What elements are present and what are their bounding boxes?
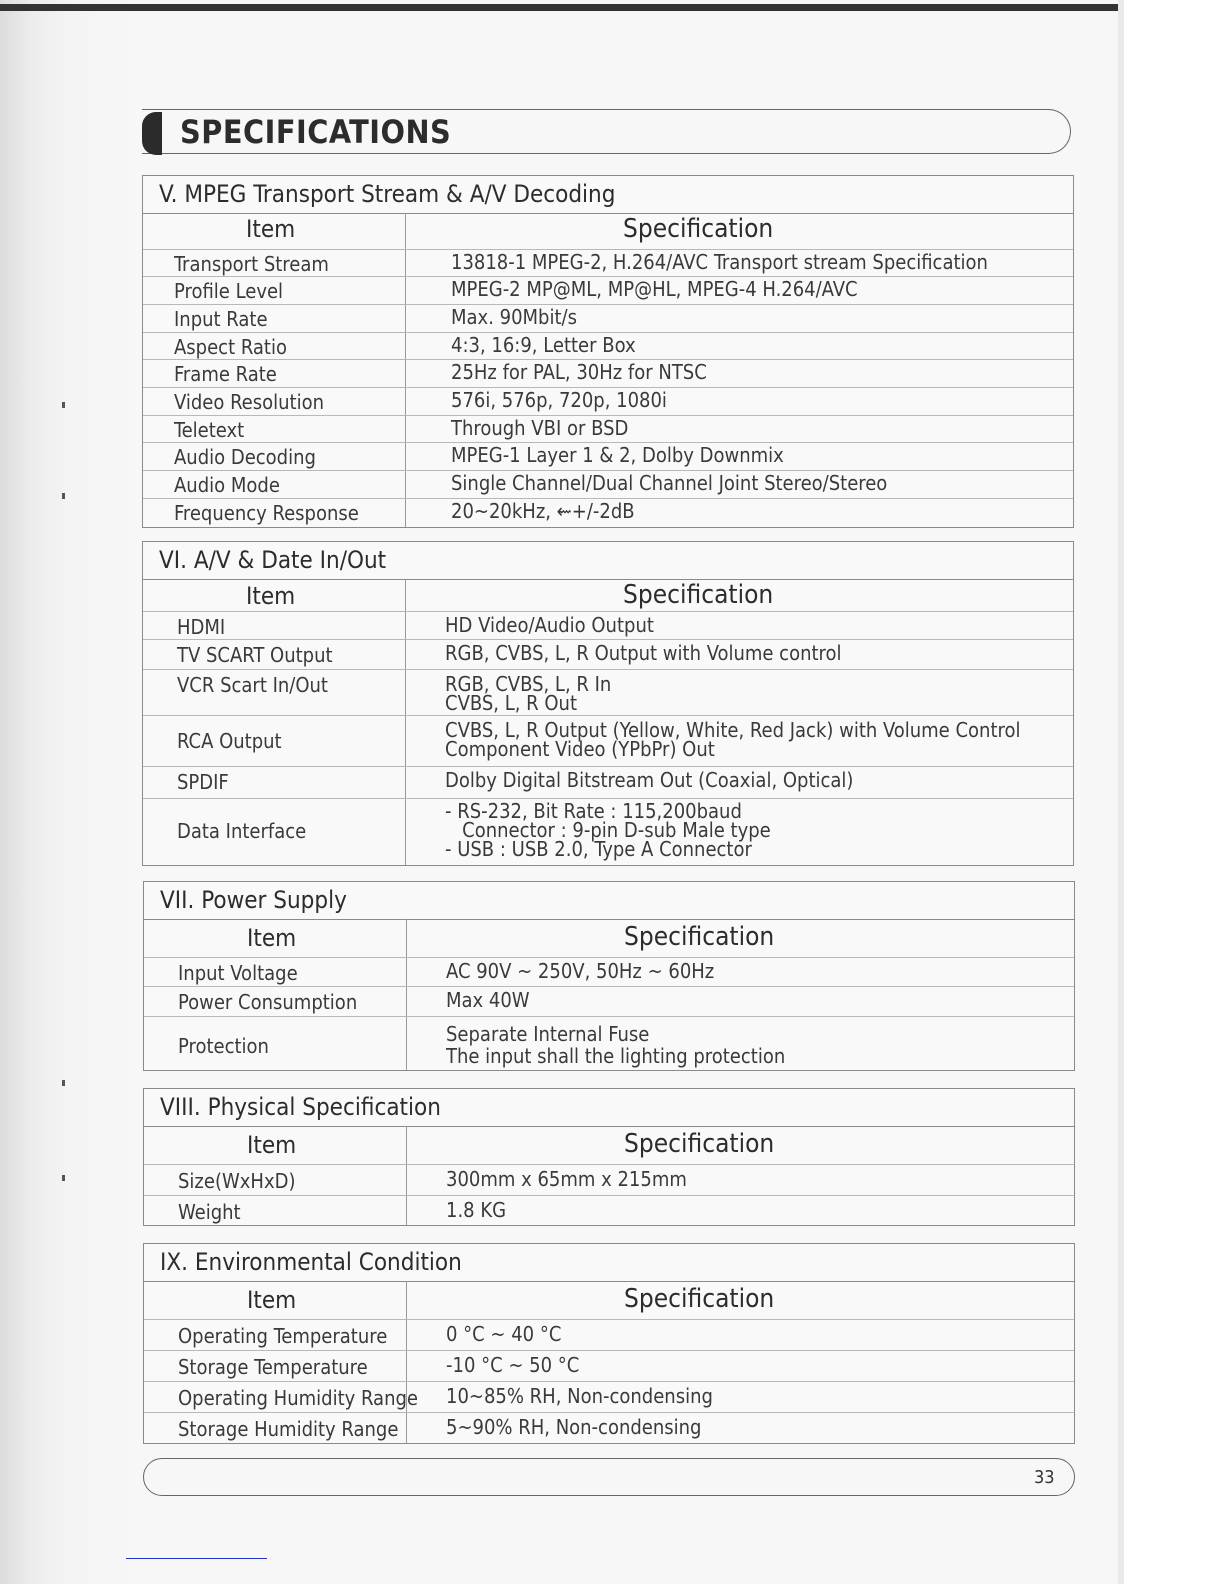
table-row [143, 715, 1073, 767]
spec-cell: Separate Internal Fuse The input shall the lighting protection [446, 1022, 786, 1068]
table-row [143, 442, 1073, 471]
column-header-specification: Specification [624, 922, 775, 952]
margin-mark [62, 493, 65, 499]
spec-cell: - RS-232, Bit Rate : 115,200baud Connector : 9-pin D-sub Male type - USB : USB 2.0, Type A Connector [445, 799, 771, 861]
item-cell: Size(WxHxD) [178, 1169, 296, 1193]
spec-cell: 13818-1 MPEG-2, H.264/AVC Transport stream Specification [451, 250, 988, 274]
item-cell: Frame Rate [174, 362, 277, 386]
table-row [144, 1319, 1074, 1351]
item-cell: Operating Temperature [178, 1324, 388, 1348]
column-header-item: Item [246, 215, 296, 243]
table-row [143, 470, 1073, 499]
top-border [0, 4, 1124, 11]
column-header-item: Item [246, 582, 296, 610]
table-row [143, 669, 1073, 716]
table-row [144, 1350, 1074, 1382]
table-row [143, 498, 1073, 528]
item-cell: Input Voltage [178, 961, 298, 985]
title-cap-decoration [142, 112, 162, 155]
column-header-specification: Specification [623, 214, 774, 244]
section-av-in-out [142, 541, 1074, 866]
spec-cell: Dolby Digital Bitstream Out (Coaxial, Optical) [445, 768, 854, 792]
column-header-specification: Specification [624, 1129, 775, 1159]
margin-mark [62, 1080, 65, 1086]
table-row [144, 1381, 1074, 1413]
section-heading: VIII. Physical Specification [160, 1093, 441, 1121]
spec-cell: 1.8 KG [446, 1198, 507, 1222]
spec-cell: 4:3, 16:9, Letter Box [451, 333, 636, 357]
table-row [143, 415, 1073, 443]
table-row [143, 639, 1073, 670]
section-physical-specification [143, 1088, 1075, 1226]
spec-cell: CVBS, L, R Output (Yellow, White, Red Jack) with Volume Control Component Video (YPbPr) Out [445, 718, 1021, 761]
item-cell: Aspect Ratio [174, 335, 287, 359]
section-heading: IX. Environmental Condition [160, 1248, 462, 1276]
item-cell: Input Rate [174, 307, 268, 331]
item-cell: Operating Humidity Range [178, 1386, 418, 1410]
table-row [144, 1195, 1074, 1226]
section-heading: VII. Power Supply [160, 886, 347, 914]
spec-cell: Max. 90Mbit/s [451, 305, 577, 329]
table-row [144, 1164, 1074, 1196]
section-heading: VI. A/V & Date In/Out [159, 546, 387, 574]
table-row [143, 359, 1073, 388]
spec-cell: MPEG-2 MP@ML, MP@HL, MPEG-4 H.264/AVC [451, 277, 858, 301]
item-cell: Storage Humidity Range [178, 1417, 399, 1441]
footer-frame [143, 1458, 1075, 1496]
table-row [144, 957, 1074, 987]
header-row [144, 919, 1074, 958]
table-row [143, 332, 1073, 360]
table-row [143, 766, 1073, 799]
item-cell: Transport Stream [174, 252, 329, 276]
margin-mark [62, 1175, 65, 1181]
item-cell: Weight [178, 1200, 241, 1224]
spec-cell: 5~90% RH, Non-condensing [446, 1415, 702, 1439]
margin-mark [62, 402, 65, 408]
item-cell: Power Consumption [178, 990, 358, 1014]
section-heading: V. MPEG Transport Stream & A/V Decoding [159, 180, 616, 208]
page-title: SPECIFICATIONS [180, 113, 452, 151]
item-cell: Audio Decoding [174, 445, 316, 469]
spec-cell: AC 90V ~ 250V, 50Hz ~ 60Hz [446, 959, 715, 983]
spec-cell: HD Video/Audio Output [445, 613, 654, 637]
table-row [144, 986, 1074, 1017]
item-cell: RCA Output [177, 729, 282, 753]
bottom-rule [126, 1558, 267, 1559]
table-row [143, 798, 1073, 866]
item-cell: Storage Temperature [178, 1355, 368, 1379]
column-header-item: Item [247, 1286, 297, 1314]
table-row [144, 1016, 1074, 1071]
page-edge [1118, 0, 1124, 1584]
spec-cell: RGB, CVBS, L, R Output with Volume control [445, 641, 842, 665]
spec-cell: 25Hz for PAL, 30Hz for NTSC [451, 360, 707, 384]
column-header-specification: Specification [624, 1284, 775, 1314]
table-row [143, 276, 1073, 305]
spec-cell: Single Channel/Dual Channel Joint Stereo/Stereo [451, 471, 888, 495]
page-number: 33 [1034, 1467, 1055, 1488]
section-mpeg-decoding [142, 175, 1074, 528]
column-header-item: Item [247, 924, 297, 952]
item-cell: Audio Mode [174, 473, 280, 497]
header-row [144, 1126, 1074, 1165]
table-row [143, 304, 1073, 333]
section-power-supply [143, 881, 1075, 1071]
spec-cell: 300mm x 65mm x 215mm [446, 1167, 687, 1191]
spec-cell: -10 °C ~ 50 °C [446, 1353, 580, 1377]
item-cell: Data Interface [177, 819, 307, 843]
item-cell: Profile Level [174, 279, 284, 303]
item-cell: TV SCART Output [177, 643, 333, 667]
item-cell: Video Resolution [174, 390, 325, 414]
spec-cell: 20~20kHz, ⇜+/-2dB [451, 499, 635, 523]
item-cell: SPDIF [177, 770, 229, 794]
table-row [144, 1412, 1074, 1444]
column-header-specification: Specification [623, 580, 774, 610]
column-header-item: Item [247, 1131, 297, 1159]
item-cell: VCR Scart In/Out [177, 673, 328, 697]
table-row [143, 611, 1073, 640]
header-row [144, 1281, 1074, 1320]
item-cell: Protection [178, 1034, 269, 1058]
spec-cell: Max 40W [446, 988, 530, 1012]
spec-cell: 0 °C ~ 40 °C [446, 1322, 562, 1346]
spec-cell: Through VBI or BSD [451, 416, 629, 440]
item-cell: Teletext [174, 418, 245, 442]
item-cell: HDMI [177, 615, 226, 639]
section-environmental-condition [143, 1243, 1075, 1444]
spec-cell: 576i, 576p, 720p, 1080i [451, 388, 667, 412]
spec-cell: MPEG-1 Layer 1 & 2, Dolby Downmix [451, 443, 784, 467]
header-row [143, 213, 1073, 250]
item-cell: Frequency Response [174, 501, 359, 525]
spec-cell: RGB, CVBS, L, R In CVBS, L, R Out [445, 672, 612, 715]
spec-cell: 10~85% RH, Non-condensing [446, 1384, 713, 1408]
table-row [143, 387, 1073, 416]
header-row [143, 579, 1073, 612]
table-row [143, 249, 1073, 277]
